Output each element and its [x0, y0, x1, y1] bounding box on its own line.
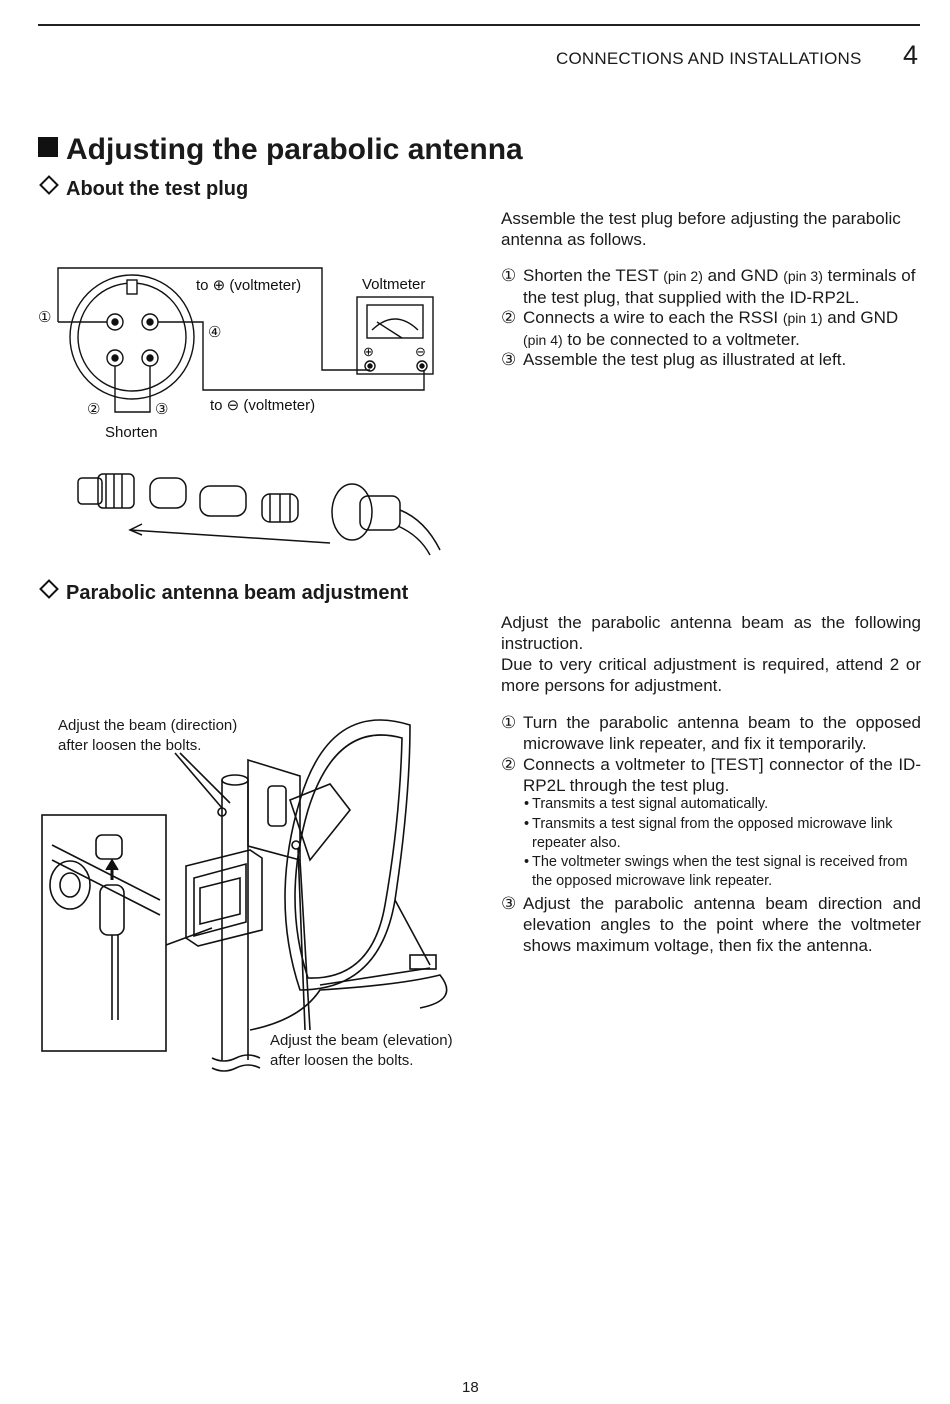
- step-number: ③: [501, 894, 517, 913]
- test-plug-intro: Assemble the test plug before adjusting the parabolic antenna as follows.: [501, 209, 901, 249]
- shorten-label: Shorten: [105, 424, 158, 441]
- step-text: Turn the parabolic antenna beam to the opposed microwave link repeater, and fix it temporarily.: [523, 713, 921, 753]
- voltmeter-label: Voltmeter: [362, 276, 426, 293]
- bullet-text: The voltmeter swings when the test signal is received from the opposed microwave link repeater.: [532, 854, 908, 889]
- pin-note: (pin 1): [782, 310, 823, 326]
- plus-wire-label: to ⊕ (voltmeter): [196, 277, 302, 294]
- caption-line: Adjust the beam (elevation): [270, 1032, 453, 1049]
- caption-line: Adjust the beam (direction): [58, 717, 238, 734]
- chapter-number: 4: [903, 40, 919, 70]
- step-text: Assemble the test plug as illustrated at left.: [523, 350, 847, 369]
- bullet-text: Transmits a test signal from the opposed microwave link repeater also.: [532, 816, 893, 851]
- pin-note: (pin 3): [783, 268, 823, 284]
- page-number: 18: [462, 1379, 479, 1396]
- step-text: terminals of the test plug, that supplied with the ID-RP2L.: [523, 266, 916, 307]
- pin2-label: ②: [87, 401, 101, 418]
- beam-bullet-3: • The voltmeter swings when the test signal is received from the opposed microwave link repeater.: [524, 853, 921, 891]
- running-header: CONNECTIONS AND INSTALLATIONS: [556, 49, 862, 68]
- subsection-beam-title: Parabolic antenna beam adjustment: [66, 582, 409, 604]
- caption-line: after loosen the bolts.: [270, 1052, 414, 1069]
- pin1-label: ①: [38, 309, 52, 326]
- beam-intro-1: Adjust the parabolic antenna beam as the following instruction.: [501, 613, 921, 653]
- beam-bullet-2: • Transmits a test signal from the opposed microwave link repeater also.: [524, 815, 921, 853]
- step-text: Shorten the TEST: [523, 266, 664, 285]
- minus-sign: ⊖: [415, 344, 426, 359]
- plus-sign: ⊕: [363, 344, 374, 359]
- beam-intro-2: Due to very critical adjustment is required, attend 2 or more persons for adjustment.: [501, 655, 921, 695]
- step-number: ③: [501, 350, 517, 369]
- pin-note: (pin 2): [663, 268, 703, 284]
- step-text: and GND: [702, 266, 784, 285]
- beam-bullet-1: • Transmits a test signal automatically.: [524, 795, 921, 814]
- bullet-text: Transmits a test signal automatically.: [532, 796, 769, 812]
- pin4-label: ④: [208, 324, 222, 341]
- subsection-test-plug-title: About the test plug: [66, 178, 249, 200]
- section-title-text: Adjusting the parabolic antenna: [66, 133, 523, 166]
- step-text: and GND: [822, 308, 899, 327]
- pin3-label: ③: [155, 401, 169, 418]
- step-text: Connects a wire to each the RSSI: [523, 308, 783, 327]
- step-text: Connects a voltmeter to [TEST] connector of the ID-RP2L through the test plug.: [523, 755, 921, 795]
- caption-line: after loosen the bolts.: [58, 737, 202, 754]
- step-number: ①: [501, 713, 517, 732]
- dish-outline: [285, 720, 410, 990]
- pin-note: (pin 4): [523, 332, 563, 348]
- step-number: ②: [501, 755, 517, 774]
- inset-box: [42, 815, 166, 1051]
- step-text: Adjust the parabolic antenna beam direction and elevation angles to the point where the voltmeter shows maximum voltage, then fix the antenna.: [523, 894, 921, 955]
- minus-wire-label: to ⊖ (voltmeter): [210, 397, 316, 414]
- step-number: ②: [501, 308, 517, 327]
- step-number: ①: [501, 266, 517, 285]
- step-text: to be connected to a voltmeter.: [562, 330, 800, 349]
